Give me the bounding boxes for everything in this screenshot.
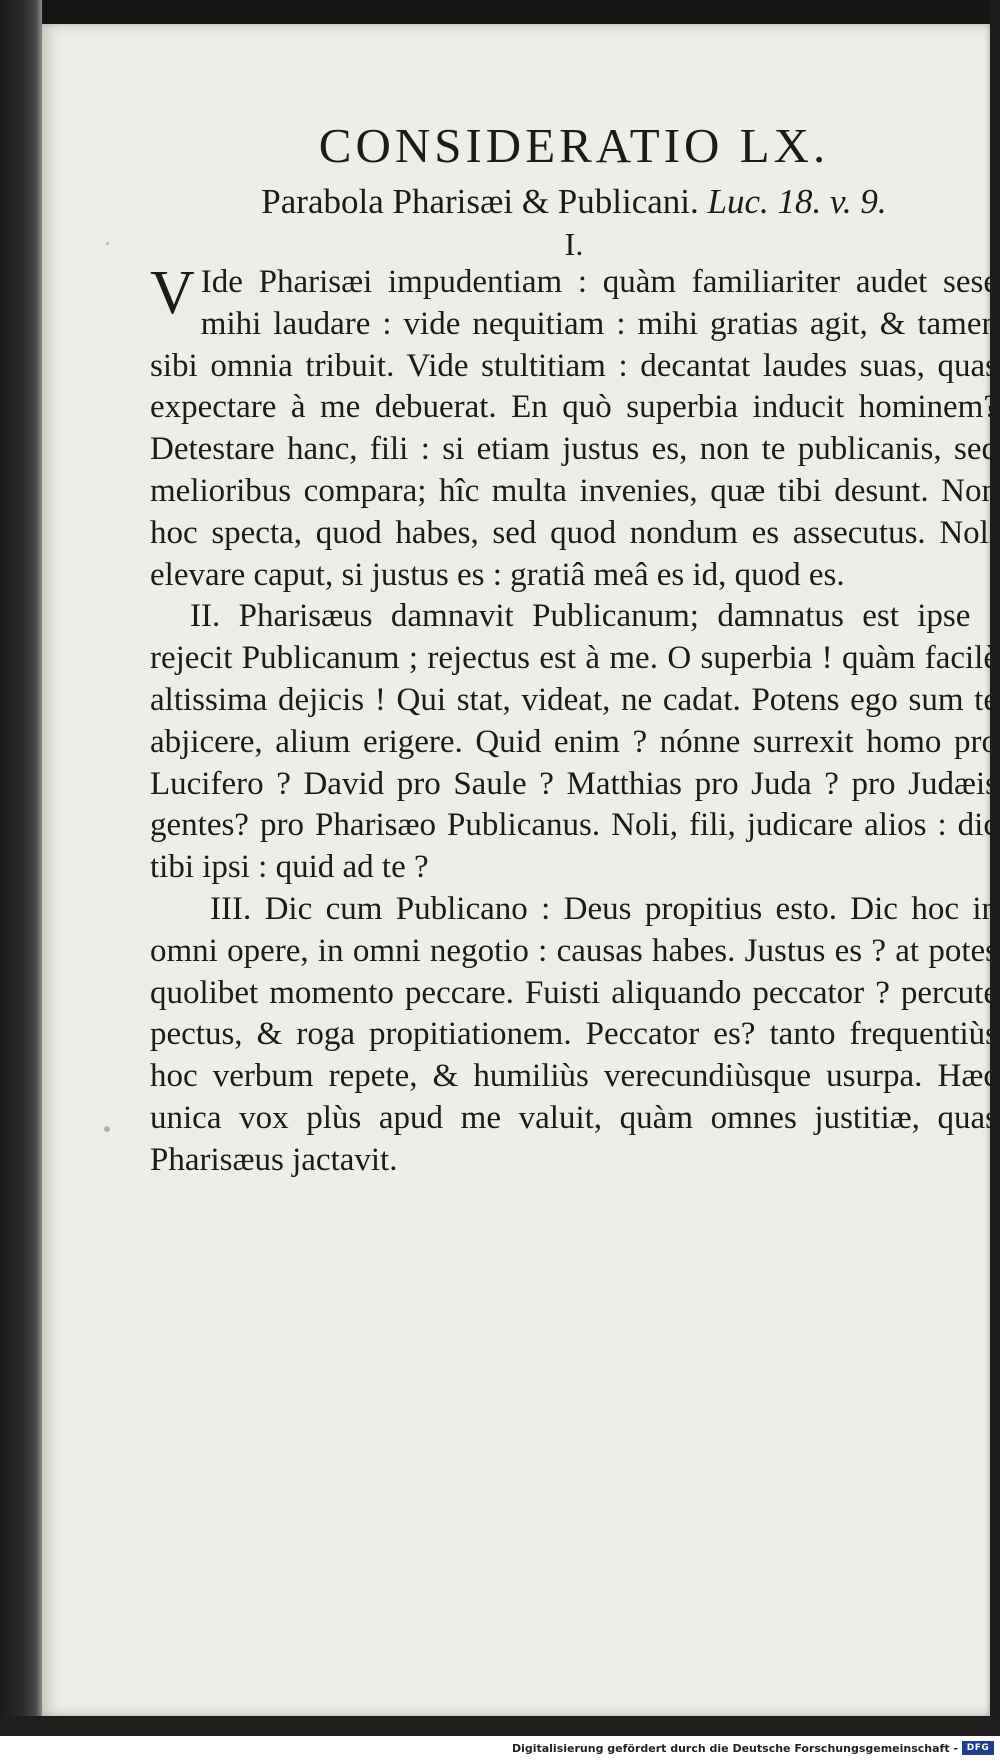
drop-cap: V (150, 259, 195, 327)
book-page (42, 24, 998, 1716)
section-two-paragraph (150, 596, 998, 889)
paper-speck (104, 1126, 110, 1132)
paper-speck (106, 242, 109, 245)
scan-border-bottom (0, 1716, 1000, 1736)
footer-credit: Digitalisierung gefördert durch die Deutsche Forschungsgemeinschaft - (511, 1742, 958, 1755)
section-three-paragraph (150, 889, 998, 1182)
subtitle-text: Parabola Pharisæi & Publicani. (261, 182, 699, 221)
dfg-logo: DFG (962, 1741, 994, 1755)
section-one-text: Ide Pharisæi impudentiam : quàm familiariter audet sese mihi laudare : vide nequitiam : mihi gratias agit, & tamen sibi omnia tribuit. Vide stultitiam : decantat laudes suas, quas expectare à me debuerat. En quò superbia inducit hominem? Detestare hanc, fili : si etiam justus es, non te publicanis, sed melioribus compara; hîc multa invenies, quæ tibi desunt. Non hoc specta, quod habes, sed quod nondum es assecutus. Noli elevare caput, si justus es : gratiâ meâ es id, quod es. (150, 264, 998, 593)
section-three-numeral: III. (210, 890, 252, 927)
page-heading: CONSIDERATIO LX. (318, 118, 830, 173)
page-text (150, 100, 998, 1182)
scan-border-top (0, 0, 1000, 26)
subtitle-reference: Luc. 18. v. 9. (707, 182, 887, 221)
page-subtitle (150, 180, 998, 224)
scan-border-left (0, 0, 42, 1735)
section-two-numeral: II. (190, 598, 221, 635)
section-one-paragraph (150, 259, 998, 596)
section-three-text: Dic cum Publicano : Deus propitius esto. Dic hoc in omni opere, in omni negotio : causas habes. Justus es ? at potes quolibet momento peccare. Fuisti aliquando peccator ? percute pectus, & roga propitiationem. Peccator es? tanto frequentiùs hoc verbum repete, & humiliùs verecundiùsque usurpa. Hæc unica vox plùs apud me valuit, quàm omnes justitiæ, quas Pharisæus jactavit. (150, 890, 998, 1178)
section-two-text: Pharisæus damnavit Publicanum; damnatus est ipse : rejecit Publicanum ; rejectus est à me. O superbia ! quàm facilè altissima dejicis ! Qui stat, videat, ne cadat. Potens ego sum te abjicere, alium erigere. Quid enim ? nónne surrexit homo pro Lucifero ? David pro Saule ? Matthias pro Juda ? pro Judæis gentes? pro Pharisæo Publicanus. Noli, fili, judicare alios : dic tibi ipsi : quid ad te ? (150, 598, 998, 886)
section-one-numeral: I. (564, 226, 584, 262)
digitization-footer (0, 1736, 1000, 1762)
